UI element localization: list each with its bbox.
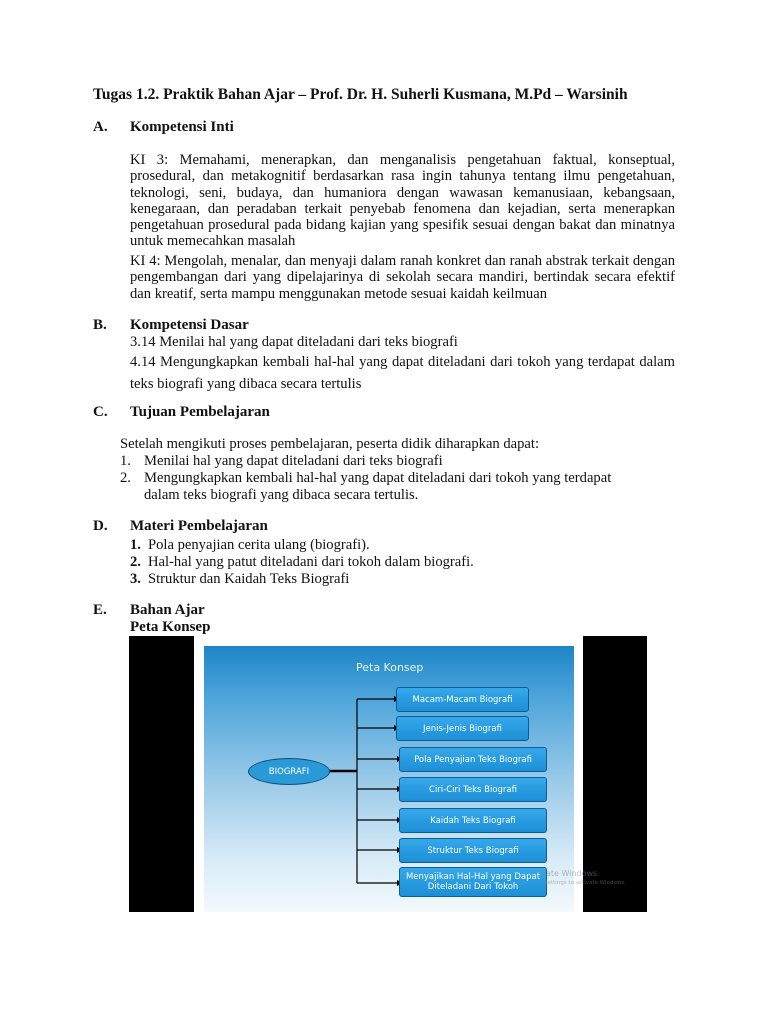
tujuan-item-1-number: 1. <box>120 453 131 469</box>
kd-4-14: 4.14 Mengungkapkan kembali hal-hal yang dapat diteladani dari tokoh yang terdapat dalam teks biografi yang dibaca secara tertulis <box>130 354 675 392</box>
concept-node-struktur: Struktur Teks Biografi <box>399 838 547 863</box>
section-c-letter: C. <box>93 404 108 420</box>
concept-node-menyajikan: Menyajikan Hal-Hal yang Dapat Diteladani Dari Tokoh <box>399 867 547 897</box>
concept-map-root-node: BIOGRAFI <box>248 758 330 785</box>
materi-item-2-number: 2. <box>130 554 141 570</box>
materi-item-3: Struktur dan Kaidah Teks Biografi <box>148 571 350 587</box>
section-e-title: Bahan Ajar <box>130 602 205 618</box>
section-d-title: Materi Pembelajaran <box>130 518 268 534</box>
concept-node-jenis: Jenis-Jenis Biografi <box>396 716 529 741</box>
concept-node-pola: Pola Penyajian Teks Biografi <box>399 747 547 772</box>
section-e-subtitle: Peta Konsep <box>130 619 211 635</box>
section-e-letter: E. <box>93 602 107 618</box>
section-d-letter: D. <box>93 518 108 534</box>
tujuan-item-1: Menilai hal yang dapat diteladani dari teks biografi <box>144 453 443 469</box>
tujuan-item-2-line-2: dalam teks biografi yang dibaca secara tertulis. <box>144 487 419 503</box>
document-title: Tugas 1.2. Praktik Bahan Ajar – Prof. Dr. H. Suherli Kusmana, M.Pd – Warsinih <box>93 86 628 103</box>
concept-node-ciri: Ciri-Ciri Teks Biografi <box>399 777 547 802</box>
activation-watermark-line-1: ivate Windows <box>539 869 598 878</box>
section-b-title: Kompetensi Dasar <box>130 317 249 333</box>
tujuan-item-2-number: 2. <box>120 470 131 486</box>
materi-item-1: Pola penyajian cerita ulang (biografi). <box>148 537 370 553</box>
materi-item-2: Hal-hal yang patut diteladani dari tokoh dalam biografi. <box>148 554 474 570</box>
section-a-letter: A. <box>93 119 108 135</box>
activation-watermark-line-2: o Settings to activate Windows. <box>539 880 626 886</box>
concept-map-title: Peta Konsep <box>356 661 424 674</box>
tujuan-intro: Setelah mengikuti proses pembelajaran, peserta didik diharapkan dapat: <box>120 436 540 452</box>
kd-3-14: 3.14 Menilai hal yang dapat diteladani dari teks biografi <box>130 334 458 350</box>
materi-item-3-number: 3. <box>130 571 141 587</box>
ki4-paragraph: KI 4: Mengolah, menalar, dan menyaji dalam ranah konkret dan ranah abstrak terkait dengan pengembangan dari yang dipelajarinya di sekolah secara mandiri, bertindak secara efektif dan kreatif, serta mampu menggunakan metode sesuai kaidah keilmuan <box>130 253 675 302</box>
section-b-letter: B. <box>93 317 107 333</box>
tujuan-item-2-line-1: Mengungkapkan kembali hal-hal yang dapat diteladani dari tokoh yang terdapat <box>144 470 612 486</box>
section-a-title: Kompetensi Inti <box>130 119 234 135</box>
materi-item-1-number: 1. <box>130 537 141 553</box>
section-c-title: Tujuan Pembelajaran <box>130 404 270 420</box>
ki3-paragraph: KI 3: Memahami, menerapkan, dan menganalisis pengetahuan faktual, konseptual, prosedural, dan metakognitif berdasarkan rasa ingin tahunya tentang ilmu pengetahuan, teknologi, seni, budaya, dan humaniora dengan wawasan kemanusiaan, kebangsaan, kenegaraan, dan peradaban terkait penyebab fenomena dan kejadian, serta menerapkan pengetahuan prosedural pada bidang kajian yang spesifik sesuai dengan bakat dan minatnya untuk memecahkan masalah <box>130 152 675 250</box>
concept-node-kaidah: Kaidah Teks Biografi <box>399 808 547 833</box>
concept-node-macam: Macam-Macam Biografi <box>396 687 529 712</box>
